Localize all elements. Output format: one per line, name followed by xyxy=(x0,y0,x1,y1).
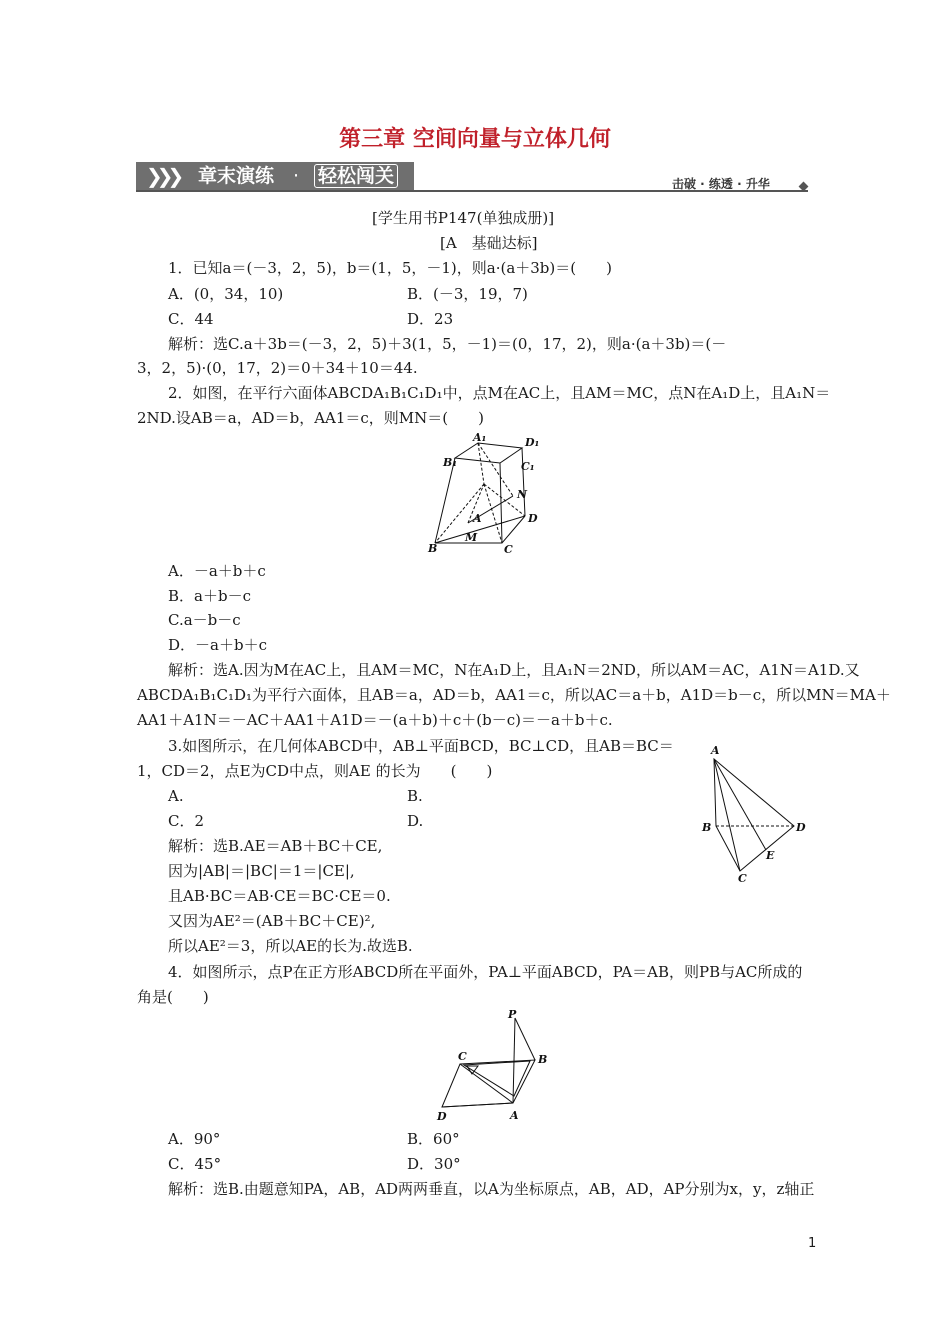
q3-option-b: B. xyxy=(407,787,423,805)
q2-analysis: 解析：选A.因为M在AC上，且AM＝MC，N在A₁D上，且A₁N＝2ND，所以AM＝AC，A1N＝A1D.又 xyxy=(168,661,860,679)
q4-option-a: A．90° xyxy=(168,1130,221,1148)
q2-stem-cont: 2ND.设AB＝a，AD＝b，AA1＝c，则MN＝( ) xyxy=(137,409,484,427)
fig2-label-m: M xyxy=(465,531,478,544)
fig2-label-c: C xyxy=(504,543,513,555)
banner-tagline: 击破 · 练透 · 升华 xyxy=(672,177,770,191)
q2-option-a: A．－a＋b＋c xyxy=(168,562,266,580)
fig4-label-p: P xyxy=(508,1008,517,1021)
q1-option-b: B．(－3，19，7) xyxy=(407,285,528,303)
fig3-label-b: B xyxy=(702,821,712,834)
q3-analysis-3: 且AB·BC＝AB·CE＝BC·CE＝0. xyxy=(168,887,391,905)
q4-stem: 4．如图所示，点P在正方形ABCD所在平面外，PA⊥平面ABCD，PA＝AB，则PB与AC所成的 xyxy=(168,963,803,981)
fig2-label-n: N xyxy=(517,488,528,501)
q3-analysis-1: 解析：选B.AE＝AB＋BC＋CE, xyxy=(168,837,383,855)
q1-analysis: 解析：选C.a＋3b＝(－3，2，5)＋3(1，5，－1)＝(0，17，2)，则a·(a＋3b)＝(－ xyxy=(168,335,727,353)
q3-analysis-2: 因为|AB|＝|BC|＝1＝|CE|, xyxy=(168,862,355,880)
section-banner xyxy=(136,162,414,190)
q4-analysis: 解析：选B.由题意知PA，AB，AD两两垂直，以A为坐标原点，AB，AD，AP分别为x，y，z轴正 xyxy=(168,1180,815,1198)
banner-sub-label: 轻松闯关 xyxy=(314,164,398,188)
book-reference: [学生用书P147(单独成册)] xyxy=(372,209,555,227)
q3-stem: 3.如图所示，在几何体ABCD中，AB⊥平面BCD，BC⊥CD，且AB＝BC＝ xyxy=(168,737,674,755)
q2-option-c: C.a－b－c xyxy=(168,611,241,629)
q4-option-b: B．60° xyxy=(407,1130,460,1148)
fig4-label-a: A xyxy=(510,1109,519,1122)
fig2-label-d: D xyxy=(528,512,538,525)
parallelepiped-figure xyxy=(425,430,545,555)
q1-analysis-cont: 3，2，5)·(0，17，2)＝0＋34＋10＝44. xyxy=(137,359,418,377)
q4-option-d: D．30° xyxy=(407,1155,461,1173)
fig2-label-b: B xyxy=(428,542,438,555)
fig4-label-c: C xyxy=(458,1050,467,1063)
q3-analysis-4: 又因为AE²＝(AB＋BC＋CE)², xyxy=(168,912,376,930)
page-number: 1 xyxy=(808,1236,817,1251)
fig4-label-b: B xyxy=(538,1053,548,1066)
q2-option-d: D．－a＋b＋c xyxy=(168,636,267,654)
fig3-label-e: E xyxy=(766,849,775,862)
pyramid-figure xyxy=(430,1008,560,1126)
fig2-label-d1: D₁ xyxy=(525,436,540,449)
q3-option-d: D. xyxy=(407,812,424,830)
q2-analysis-cont1: ABCDA₁B₁C₁D₁为平行六面体，且AB＝a，AD＝b，AA1＝c，所以AC＝a＋b，A1D＝b－c，所以MN＝MA＋ xyxy=(137,686,891,704)
q3-analysis-5: 所以AE²＝3，所以AE的长为.故选B. xyxy=(168,937,413,955)
q4-option-c: C．45° xyxy=(168,1155,222,1173)
q2-analysis-cont2: AA1＋A1N＝－AC＋AA1＋A1D＝－(a＋b)＋c＋(b－c)＝－a＋b＋c. xyxy=(137,711,613,729)
chevron-icon: ❯❯❯ xyxy=(146,164,179,188)
fig2-label-a: A xyxy=(473,512,482,525)
fig2-label-a1: A₁ xyxy=(473,431,487,444)
q1-option-d: D．23 xyxy=(407,310,454,328)
fig2-label-b1: B₁ xyxy=(443,456,458,469)
section-label: [A 基础达标] xyxy=(440,234,538,252)
q3-option-c: C．2 xyxy=(168,812,205,830)
q1-option-c: C．44 xyxy=(168,310,214,328)
fig4-label-d: D xyxy=(437,1110,447,1123)
fig3-label-c: C xyxy=(738,872,747,885)
fig2-label-c1: C₁ xyxy=(521,460,535,473)
q2-option-b: B．a＋b－c xyxy=(168,587,251,605)
q1-stem: 1．已知a＝(－3，2，5)，b＝(1，5，－1)，则a·(a＋3b)＝( ) xyxy=(168,259,612,277)
q3-option-a: A. xyxy=(168,787,184,805)
banner-separator: · xyxy=(293,165,300,187)
chapter-title: 第三章 空间向量与立体几何 xyxy=(339,127,611,152)
q2-stem: 2．如图，在平行六面体ABCDA₁B₁C₁D₁中，点M在AC上，且AM＝MC，点N在A₁D上，且A₁N＝ xyxy=(168,384,831,402)
q3-stem-cont: 1，CD＝2，点E为CD中点，则AE 的长为 ( ) xyxy=(137,762,493,780)
tetrahedron-figure xyxy=(695,742,815,887)
q4-stem-cont: 角是( ) xyxy=(137,988,209,1006)
fig3-label-a: A xyxy=(711,744,720,757)
banner-main-label: 章末演练 xyxy=(198,165,275,187)
q1-option-a: A．(0，34，10) xyxy=(168,285,284,303)
fig3-label-d: D xyxy=(796,821,806,834)
